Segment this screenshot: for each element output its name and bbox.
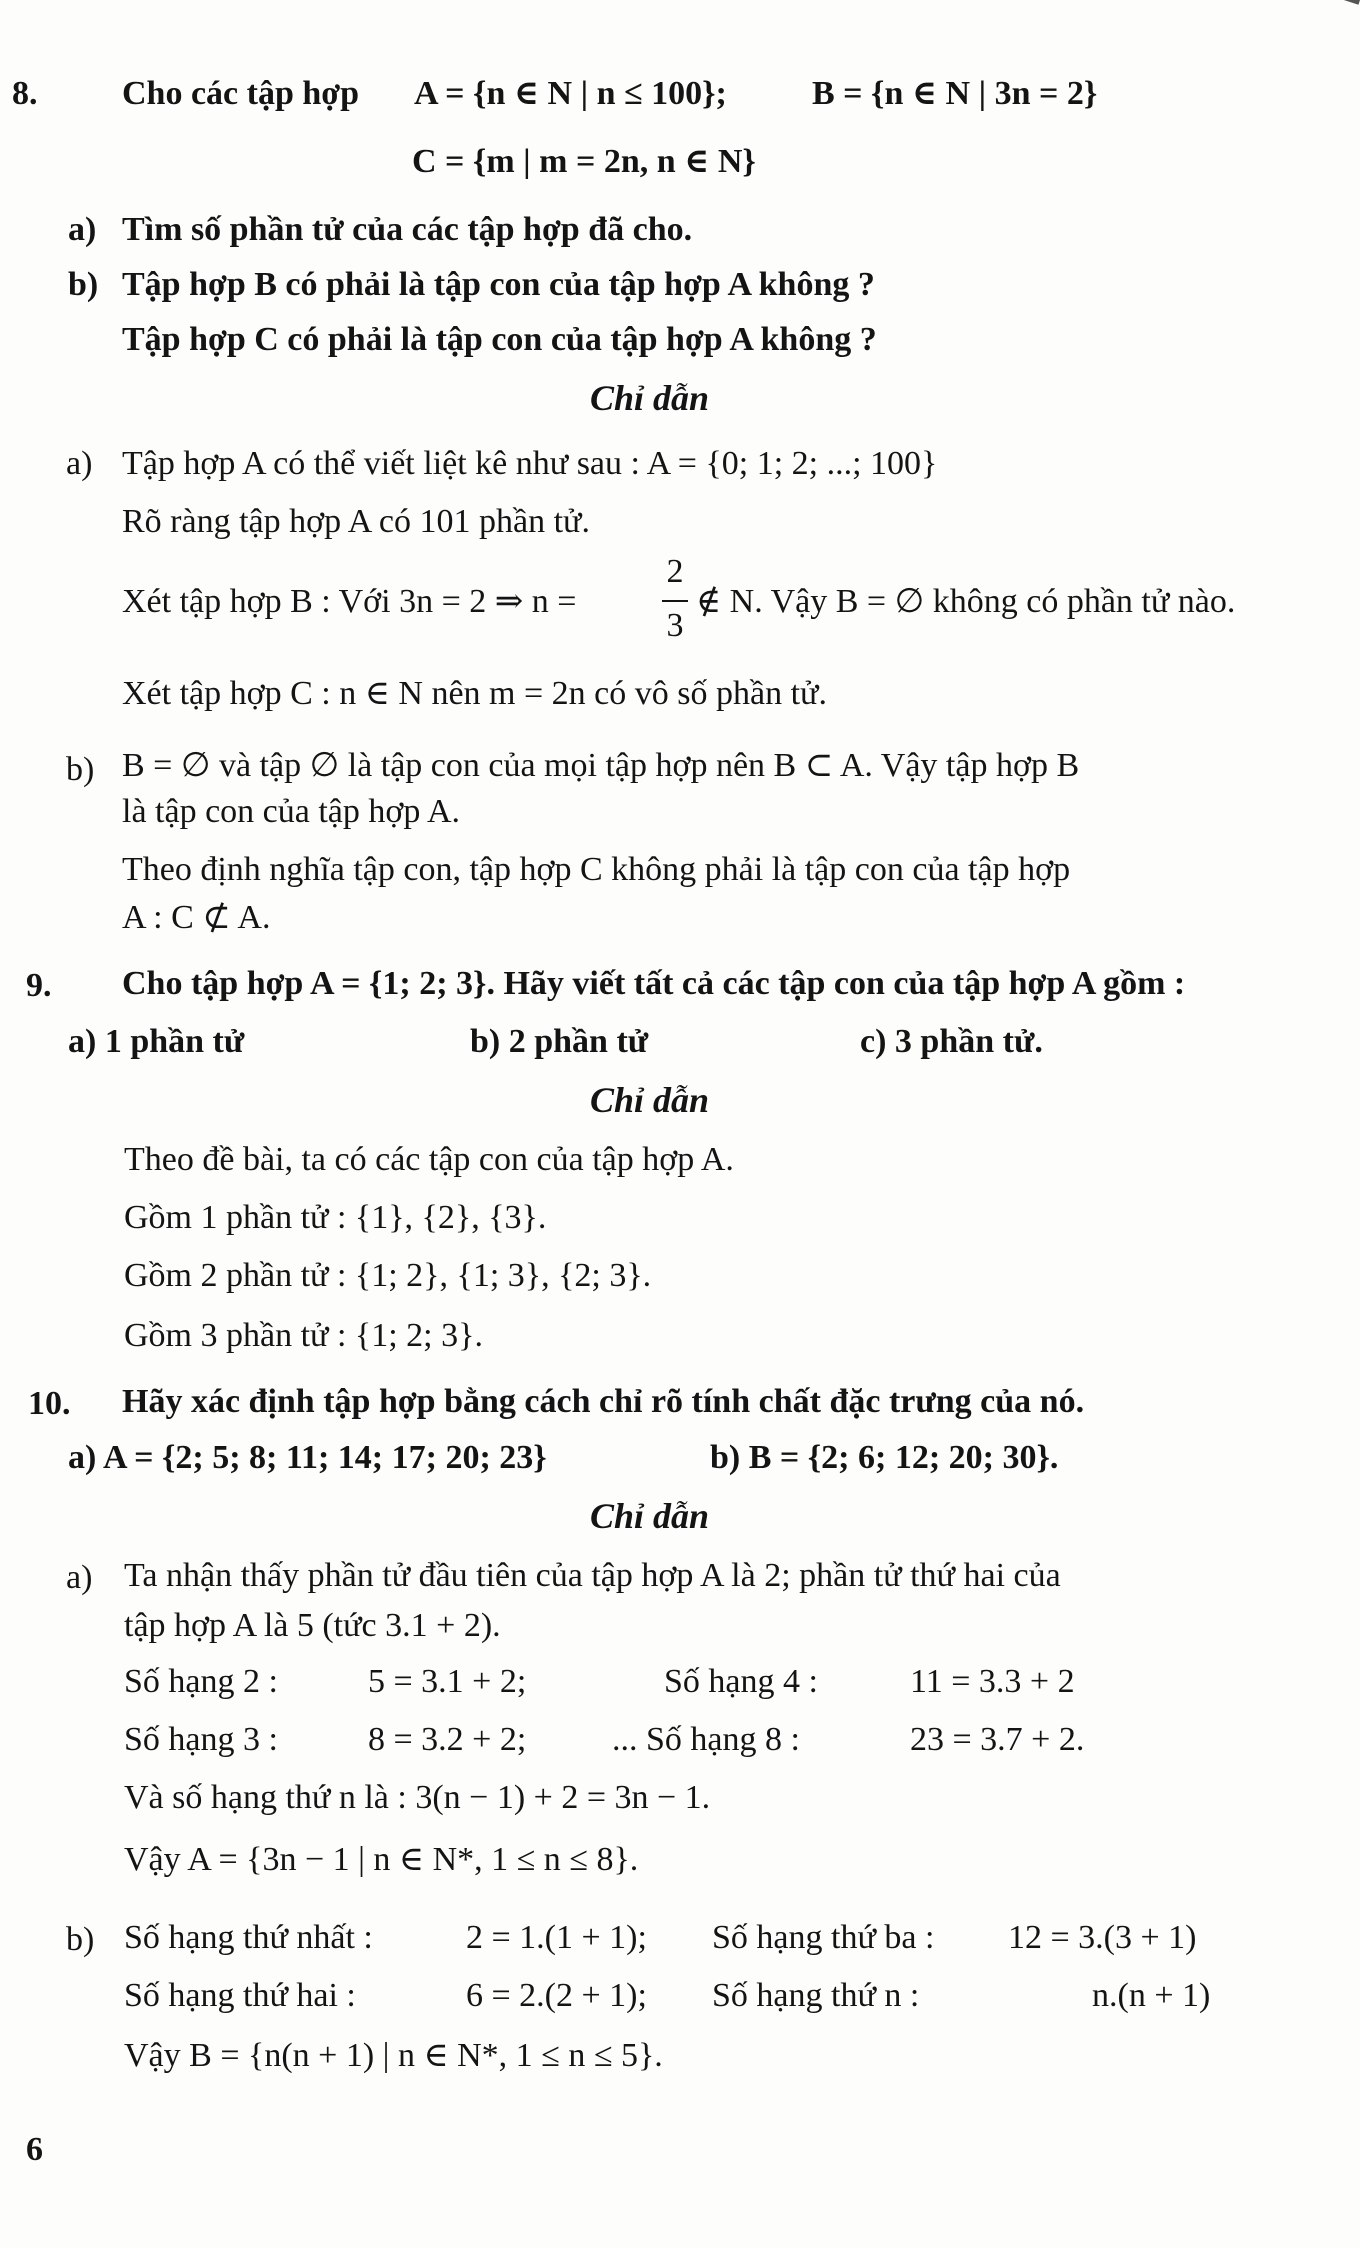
problem-8-guide-heading: Chỉ dẫn [590,378,710,418]
problem-10-solution-a2: tập hợp A là 5 (tức 3.1 + 2). [124,1607,501,1644]
term-value: 12 = 3.(3 + 1) [1008,1919,1197,1956]
problem-8-solution-a4: Xét tập hợp C : n ∈ N nên m = 2n có vô số phần tử. [122,675,827,712]
term-label: Số hạng thứ n : [712,1977,920,2014]
problem-10-solution-a3: Và số hạng thứ n là : 3(n − 1) + 2 = 3n − 1. [124,1779,711,1816]
term-label: Số hạng thứ ba : [712,1919,935,1956]
fraction-numerator: 2 [666,553,684,590]
page-corner-mark [1322,0,1360,18]
problem-8-question-b2: Tập hợp C có phải là tập con của tập hợp A không ? [122,321,877,358]
problem-8-question-b1: Tập hợp B có phải là tập con của tập hợp A không ? [122,266,875,303]
problem-8-set-b: B = {n ∈ N | 3n = 2} [812,75,1098,112]
problem-10-solution-b-last: Vậy B = {n(n + 1) | n ∈ N*, 1 ≤ n ≤ 5}. [124,2037,663,2074]
term-label: Số hạng 4 : [664,1663,818,1700]
problem-9-title: Cho tập hợp A = {1; 2; 3}. Hãy viết tất cả các tập con của tập hợp A gồm : [122,965,1186,1002]
fraction-bar [662,600,688,602]
problem-8-solution-a1: Tập hợp A có thể viết liệt kê như sau : A = {0; 1; 2; ...; 100} [122,445,938,482]
problem-8-solution-a3-post: ∉ N. Vậy B = ∅ không có phần tử nào. [696,583,1236,620]
problem-9-solution-3: Gồm 2 phần tử : {1; 2}, {1; 3}, {2; 3}. [124,1257,652,1294]
problem-8-set-c: C = {m | m = 2n, n ∈ N} [412,143,756,180]
term-value: 6 = 2.(2 + 1); [466,1977,647,2014]
problem-10-solution-a4: Vậy A = {3n − 1 | n ∈ N*, 1 ≤ n ≤ 8}. [124,1841,639,1878]
term-value: 2 = 1.(1 + 1); [466,1919,647,1956]
problem-8-solution-a3-pre: Xét tập hợp B : Với 3n = 2 ⇒ n = [122,583,577,620]
page-number: 6 [26,2131,43,2168]
problem-9-number: 9. [26,967,52,1004]
term-value: 5 = 3.1 + 2; [368,1663,527,1700]
problem-9-solution-4: Gồm 3 phần tử : {1; 2; 3}. [124,1317,483,1354]
problem-8-qa-label: a) [68,211,97,248]
term-value: n.(n + 1) [1092,1977,1211,2014]
problem-8-solution-b1: B = ∅ và tập ∅ là tập con của mọi tập hợp nên B ⊂ A. Vậy tập hợp B [122,747,1080,784]
problem-8-solution-b4: A : C ⊄ A. [122,899,271,936]
problem-8-sb-label: b) [66,751,95,788]
problem-9-solution-1: Theo đề bài, ta có các tập con của tập hợp A. [124,1141,734,1178]
problem-8-title: Cho các tập hợp [122,75,360,112]
problem-10-number: 10. [28,1385,71,1422]
problem-10-option-a: a) A = {2; 5; 8; 11; 14; 17; 20; 23} [68,1439,547,1476]
problem-8-question-a: Tìm số phần tử của các tập hợp đã cho. [122,211,693,248]
problem-8-solution-b3: Theo định nghĩa tập con, tập hợp C không phải là tập con của tập hợp [122,851,1071,888]
term-label: Số hạng 2 : [124,1663,278,1700]
problem-9-option-a: a) 1 phần tử [68,1023,245,1060]
problem-10-solution-a1: Ta nhận thấy phần tử đầu tiên của tập hợp A là 2; phần tử thứ hai của [124,1557,1061,1594]
problem-8-sa-label: a) [66,445,93,482]
term-label: ... Số hạng 8 : [612,1721,800,1758]
term-label: Số hạng thứ nhất : [124,1919,373,1956]
problem-8-qb-label: b) [68,266,99,303]
problem-9-solution-2: Gồm 1 phần tử : {1}, {2}, {3}. [124,1199,547,1236]
problem-10-option-b: b) B = {2; 6; 12; 20; 30}. [710,1439,1059,1476]
term-label: Số hạng 3 : [124,1721,278,1758]
problem-8-set-a: A = {n ∈ N | n ≤ 100}; [414,75,727,112]
problem-8-solution-b2: là tập con của tập hợp A. [122,793,461,830]
term-value: 11 = 3.3 + 2 [910,1663,1075,1700]
problem-8-solution-a2: Rõ ràng tập hợp A có 101 phần tử. [122,503,590,540]
problem-9-option-c: c) 3 phần tử. [860,1023,1043,1060]
problem-10-title: Hãy xác định tập hợp bằng cách chỉ rõ tính chất đặc trưng của nó. [122,1383,1085,1420]
problem-9-option-b: b) 2 phần tử [470,1023,649,1060]
problem-8-number: 8. [12,75,38,112]
problem-10-guide-heading: Chỉ dẫn [590,1496,710,1536]
term-label: Số hạng thứ hai : [124,1977,356,2014]
problem-9-guide-heading: Chỉ dẫn [590,1080,710,1120]
problem-10-sb-label: b) [66,1921,95,1958]
term-value: 23 = 3.7 + 2. [910,1721,1085,1758]
term-value: 8 = 3.2 + 2; [368,1721,527,1758]
problem-10-sa-label: a) [66,1559,93,1596]
fraction-denominator: 3 [666,607,684,644]
